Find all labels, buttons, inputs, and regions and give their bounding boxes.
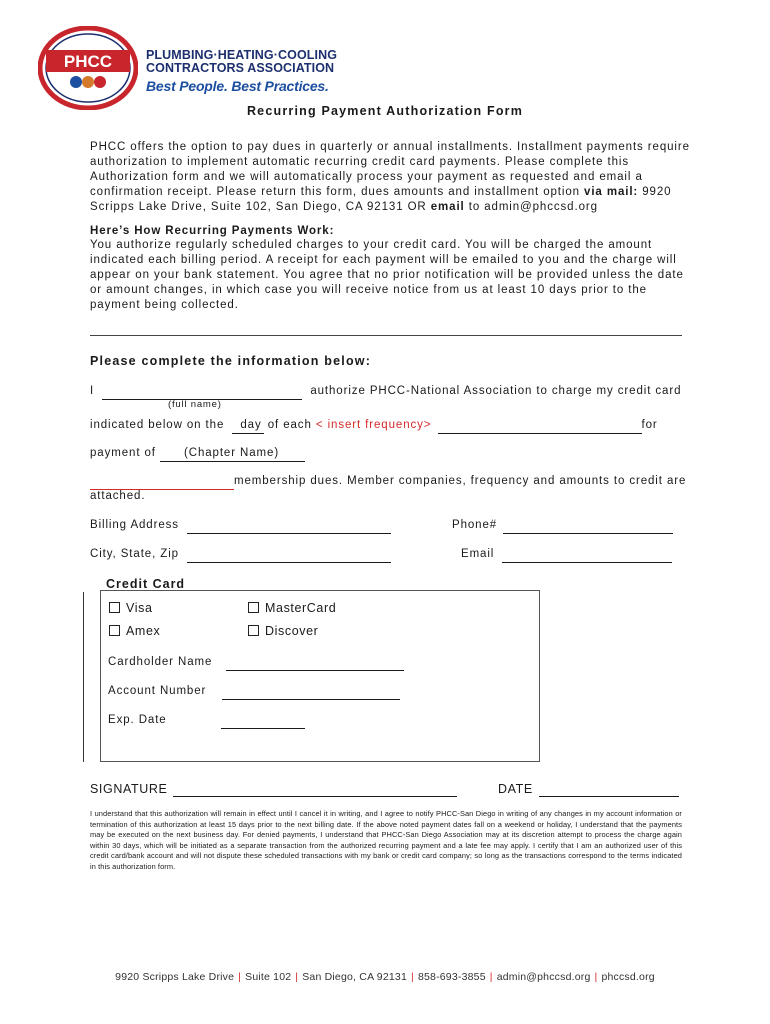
complete-info-heading: Please complete the information below: xyxy=(90,354,372,368)
signature-field[interactable] xyxy=(173,782,457,797)
footer-suite: Suite 102 xyxy=(245,971,292,983)
amex-checkbox[interactable] xyxy=(109,625,120,636)
date-field[interactable] xyxy=(539,782,679,797)
discover-option[interactable]: Discover xyxy=(248,624,318,638)
dues-amount-field[interactable] xyxy=(90,474,234,490)
how-it-works-heading: Here’s How Recurring Payments Work: xyxy=(90,225,335,237)
frequency-placeholder: < insert frequency> xyxy=(315,419,432,431)
signature-row: SIGNATURE xyxy=(90,782,457,797)
footer-separator: | xyxy=(295,971,299,983)
tagline: Best People. Best Practices. xyxy=(146,78,329,94)
phone-row: Phone# xyxy=(452,518,673,534)
footer-separator: | xyxy=(238,971,242,983)
footer-separator: | xyxy=(411,971,414,983)
membership-row: membership dues. Member companies, frequency and amounts to credit are xyxy=(90,474,686,490)
amex-option[interactable]: Amex xyxy=(109,624,160,638)
footer-email[interactable]: admin@phccsd.org xyxy=(496,971,591,983)
footer-address: 9920 Scripps Lake Drive xyxy=(115,971,235,983)
email-row: Email xyxy=(461,547,672,563)
cardholder-row: Cardholder Name xyxy=(108,655,404,671)
chapter-row: payment of (Chapter Name) xyxy=(90,446,305,462)
day-field[interactable]: day xyxy=(232,418,263,434)
mastercard-checkbox[interactable] xyxy=(248,602,259,613)
phone-field[interactable] xyxy=(503,518,673,534)
full-name-caption: (full name) xyxy=(168,399,222,410)
section-divider xyxy=(90,335,682,336)
account-number-row: Account Number xyxy=(108,684,400,700)
intro-paragraph: PHCC offers the option to pay dues in quarterly or annual installments. Installment payments require authorization to implement automatic recurring credit card payments. Please complete this Authorization form and we will automatically process your payment as requested and email a confirmation receipt. Please return this form, dues amounts and installment option via mail: 9920 Scripps Lake Drive, Suite 102, San Diego, CA 92131 OR email to admin@phccsd.org xyxy=(90,141,690,213)
cardholder-field[interactable] xyxy=(226,655,404,671)
visa-checkbox[interactable] xyxy=(109,602,120,613)
credit-card-box xyxy=(100,590,540,762)
account-number-field[interactable] xyxy=(222,684,400,700)
footer-city: San Diego, CA 92131 xyxy=(302,971,408,983)
visa-option[interactable]: Visa xyxy=(109,601,153,615)
date-row: DATE xyxy=(498,782,679,797)
frequency-row: indicated below on the day of each < insert frequency> for xyxy=(90,418,658,434)
credit-card-heading: Credit Card xyxy=(106,577,186,591)
authorization-fine-print: I understand that this authorization will remain in effect until I cancel it in writing, and I agree to notify PHCC-San Diego in writing of any changes in my account information or termination of this authorization at least 15 days prior to the next billing date. If the above noted payment dates fall on a weekend or holiday, I understand that the payments may be executed on the next business day. For denied payments, I understand that PHCC-San Diego Association may at its discretion attempt to process the charge again within 30 days, which will be initiated as a separate transaction from the authorized recurring payment and a late fee may apply. I certify that I am an authorized user of this credit card/bank account and will not dispute these scheduled transactions with my bank or credit card company; so long as the transactions correspond to the terms indicated in this authorization form. xyxy=(90,809,682,871)
how-it-works-body: You authorize regularly scheduled charges to your credit card. You will be charged the amount indicated each billing period. A receipt for each payment will be emailed to you and the charge will appear on your bank statement. You agree that no prior notification will be provided unless the date or amount changes, in which case you will receive notice from us at least 10 days prior to the payment being collected. xyxy=(90,239,684,311)
attached-text: attached. xyxy=(90,490,146,502)
email-field[interactable] xyxy=(502,547,672,563)
city-state-zip-row: City, State, Zip xyxy=(90,547,391,563)
org-name: PLUMBING·HEATING·COOLING CONTRACTORS ASSOCIATION xyxy=(146,48,338,75)
margin-bar xyxy=(83,592,84,762)
exp-date-field[interactable] xyxy=(221,713,305,729)
footer-phone: 858-693-3855 xyxy=(417,971,486,983)
exp-date-row: Exp. Date xyxy=(108,713,305,729)
form-title: Recurring Payment Authorization Form xyxy=(246,104,524,118)
frequency-field[interactable] xyxy=(438,418,642,434)
svg-text:PHCC: PHCC xyxy=(63,52,113,71)
footer-website[interactable]: phccsd.org xyxy=(601,971,655,983)
footer-contact xyxy=(0,971,770,983)
authorize-row: I authorize PHCC-National Association to charge my credit card xyxy=(90,384,681,400)
full-name-field[interactable] xyxy=(102,384,302,400)
phcc-logo xyxy=(38,26,138,110)
billing-address-field[interactable] xyxy=(187,518,391,534)
footer-separator: | xyxy=(594,971,598,983)
mastercard-option[interactable]: MasterCard xyxy=(248,601,336,615)
billing-address-row: Billing Address xyxy=(90,518,391,534)
discover-checkbox[interactable] xyxy=(248,625,259,636)
chapter-field[interactable]: (Chapter Name) xyxy=(160,446,305,462)
footer-separator: | xyxy=(489,971,493,983)
city-state-zip-field[interactable] xyxy=(187,547,391,563)
